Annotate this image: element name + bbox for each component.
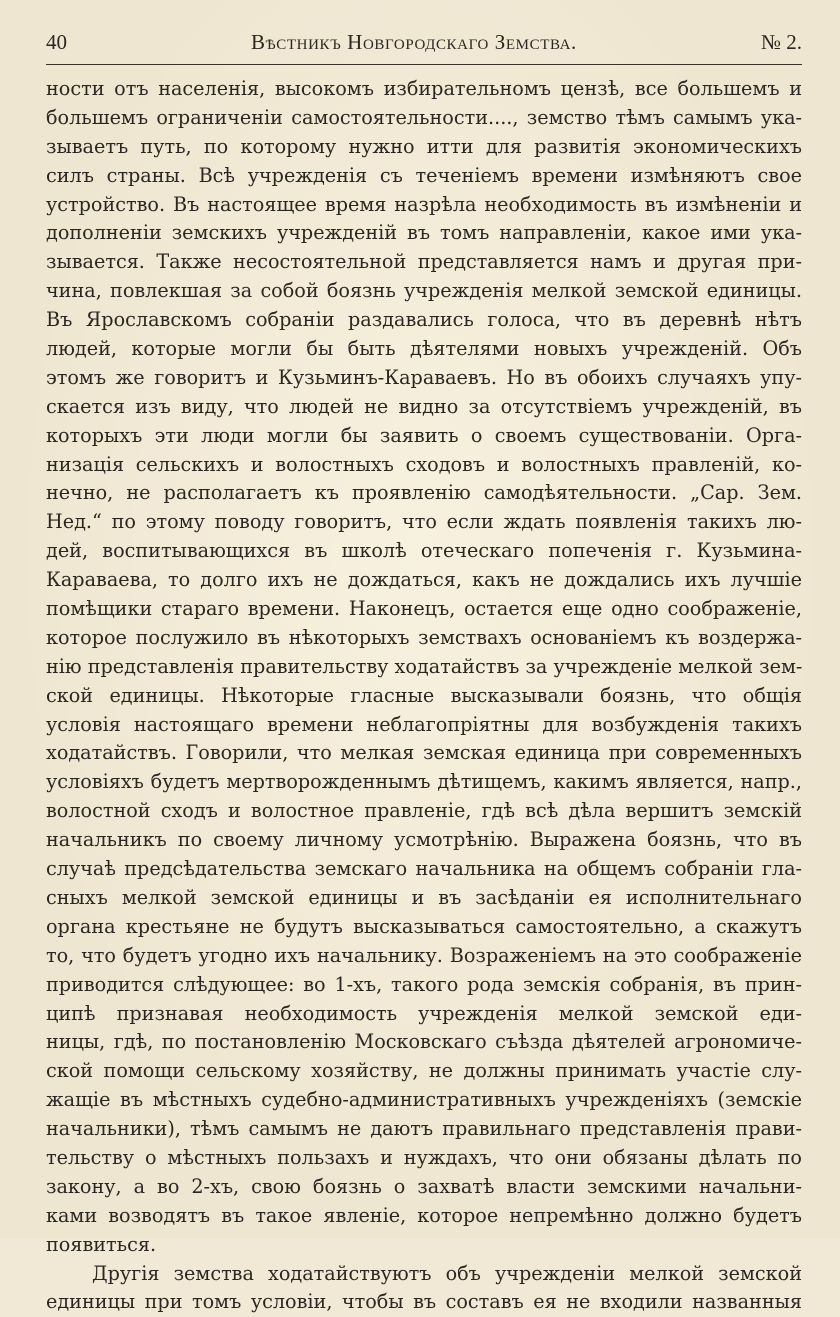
text-line: низація сельскихъ и волостныхъ сходовъ и волостныхъ правленій, ко-	[46, 452, 802, 476]
paragraph	[46, 1260, 802, 1317]
text-line: чина, повлекшая за собой боязнь учрежденія мелкой земской единицы.	[46, 279, 802, 303]
text-line: тельству о мѣстныхъ пользахъ и нуждахъ, что они обязаны дѣлать по	[46, 1145, 802, 1169]
text-line: помѣщики стараго времени. Наконецъ, остается еще одно соображеніе,	[46, 597, 802, 621]
text-line: Караваева, то долго ихъ не дождаться, какъ не дождались ихъ лучшіе	[46, 568, 802, 592]
text-line: единицы при томъ условіи, чтобы въ составъ ея не входили названныя	[46, 1290, 802, 1314]
text-line: силъ страны. Всѣ учрежденія съ теченіемъ времени измѣняютъ свое	[46, 163, 802, 187]
text-line: начальники), тѣмъ самымъ не даютъ правильнаго представленія прави-	[46, 1117, 802, 1141]
body-text	[46, 75, 802, 1317]
text-line: которыхъ эти люди могли бы заявить о своемъ существованіи. Орга-	[46, 423, 802, 447]
text-line: нечно, не располагаетъ къ проявленію самодѣятельности. „Сар. Зем.	[46, 481, 802, 505]
page-number: 40	[46, 30, 67, 54]
journal-title: Вѣстникъ Новгородскаго Земства.	[251, 30, 577, 54]
text-line: Другія земства ходатайствуютъ объ учрежденіи мелкой земской	[92, 1261, 802, 1285]
text-line: ходатайствъ. Говорили, что мелкая земская единица при современныхъ	[46, 741, 802, 765]
text-line: зывается. Также несостоятельной представляется намъ и другая при-	[46, 250, 802, 274]
text-line: ности отъ населенія, высокомъ избирательномъ цензѣ, все большемъ и	[46, 77, 802, 100]
text-line: ской единицы. Нѣкоторые гласные высказывали боязнь, что общія	[46, 683, 802, 707]
text-line: Въ Ярославскомъ собраніи раздавались голоса, что въ деревнѣ нѣтъ	[46, 308, 802, 332]
text-line: начальникъ по своему личному усмотрѣнію. Выражена боязнь, что въ	[46, 828, 802, 852]
text-line: условіяхъ будетъ мертворожденнымъ дѣтищемъ, какимъ является, напр.,	[46, 770, 802, 794]
text-line: большемъ ограниченіи самостоятельности...., земство тѣмъ самымъ ука-	[46, 105, 802, 129]
text-line: нію представленія правительству ходатайствъ за учрежденіе мелкой зем-	[46, 654, 802, 678]
paragraph	[46, 75, 802, 1260]
text-line: ницы, гдѣ, по постановленію Московскаго съѣзда дѣятелей агрономиче-	[46, 1030, 802, 1054]
text-line: приводится слѣдующее: во 1-хъ, такого рода земскія собранія, въ прин-	[46, 972, 802, 996]
text-line: дополненіи земскихъ учрежденій въ томъ направленіи, какое ими ука-	[46, 221, 802, 245]
text-line: жащіе въ мѣстныхъ судебно-административныхъ учрежденіяхъ (земскіе	[46, 1088, 802, 1112]
text-line: то, что будетъ угодно ихъ начальнику. Возраженіемъ на это соображеніе	[46, 943, 802, 967]
running-header	[46, 30, 802, 65]
text-line: дей, воспитывающихся въ школѣ отеческаго попеченія г. Кузьмина-	[46, 539, 802, 563]
text-line: случаѣ предсѣдательства земскаго начальника на общемъ собраніи гла-	[46, 857, 802, 881]
text-line: условія настоящаго времени неблагопріятны для возбужденія такихъ	[46, 712, 802, 736]
text-line: ской помощи сельскому хозяйству, не должны принимать участіе слу-	[46, 1059, 802, 1083]
text-line: волостной сходъ и волостное правленіе, гдѣ всѣ дѣла вершитъ земскій	[46, 799, 802, 823]
text-line: появиться.	[46, 1232, 157, 1256]
issue-number: № 2.	[760, 30, 802, 54]
text-line: устройство. Въ настоящее время назрѣла необходимость въ измѣненіи и	[46, 192, 802, 216]
text-line: скается изъ виду, что людей не видно за отсутствіемъ учрежденій, въ	[46, 394, 802, 418]
text-line: этомъ же говоритъ и Кузьминъ-Караваевъ. Но въ обоихъ случаяхъ упу-	[46, 365, 802, 389]
text-line: которое послужило въ нѣкоторыхъ земствахъ основаніемъ къ воздержа-	[46, 625, 802, 649]
text-line: людей, которые могли бы быть дѣятелями новыхъ учрежденій. Объ	[46, 337, 802, 361]
text-line: закону, а во 2-хъ, свою боязнь о захватѣ власти земскими начальни-	[46, 1174, 802, 1198]
text-line: ципѣ признавая необходимость учрежденія мелкой земской еди-	[46, 1001, 802, 1025]
text-line: ками возводятъ въ такое явленіе, которое непремѣнно должно будетъ	[46, 1203, 802, 1227]
text-line: органа крестьяне не будутъ высказываться самостоятельно, а скажутъ	[46, 914, 802, 938]
text-line: зываетъ путь, по которому нужно итти для развитія экономическихъ	[46, 134, 802, 158]
text-line: Нед.“ по этому поводу говоритъ, что если ждать появленія такихъ лю-	[46, 510, 802, 534]
text-line: сныхъ мелкой земской единицы и въ засѣданіи ея исполнительнаго	[46, 885, 802, 909]
